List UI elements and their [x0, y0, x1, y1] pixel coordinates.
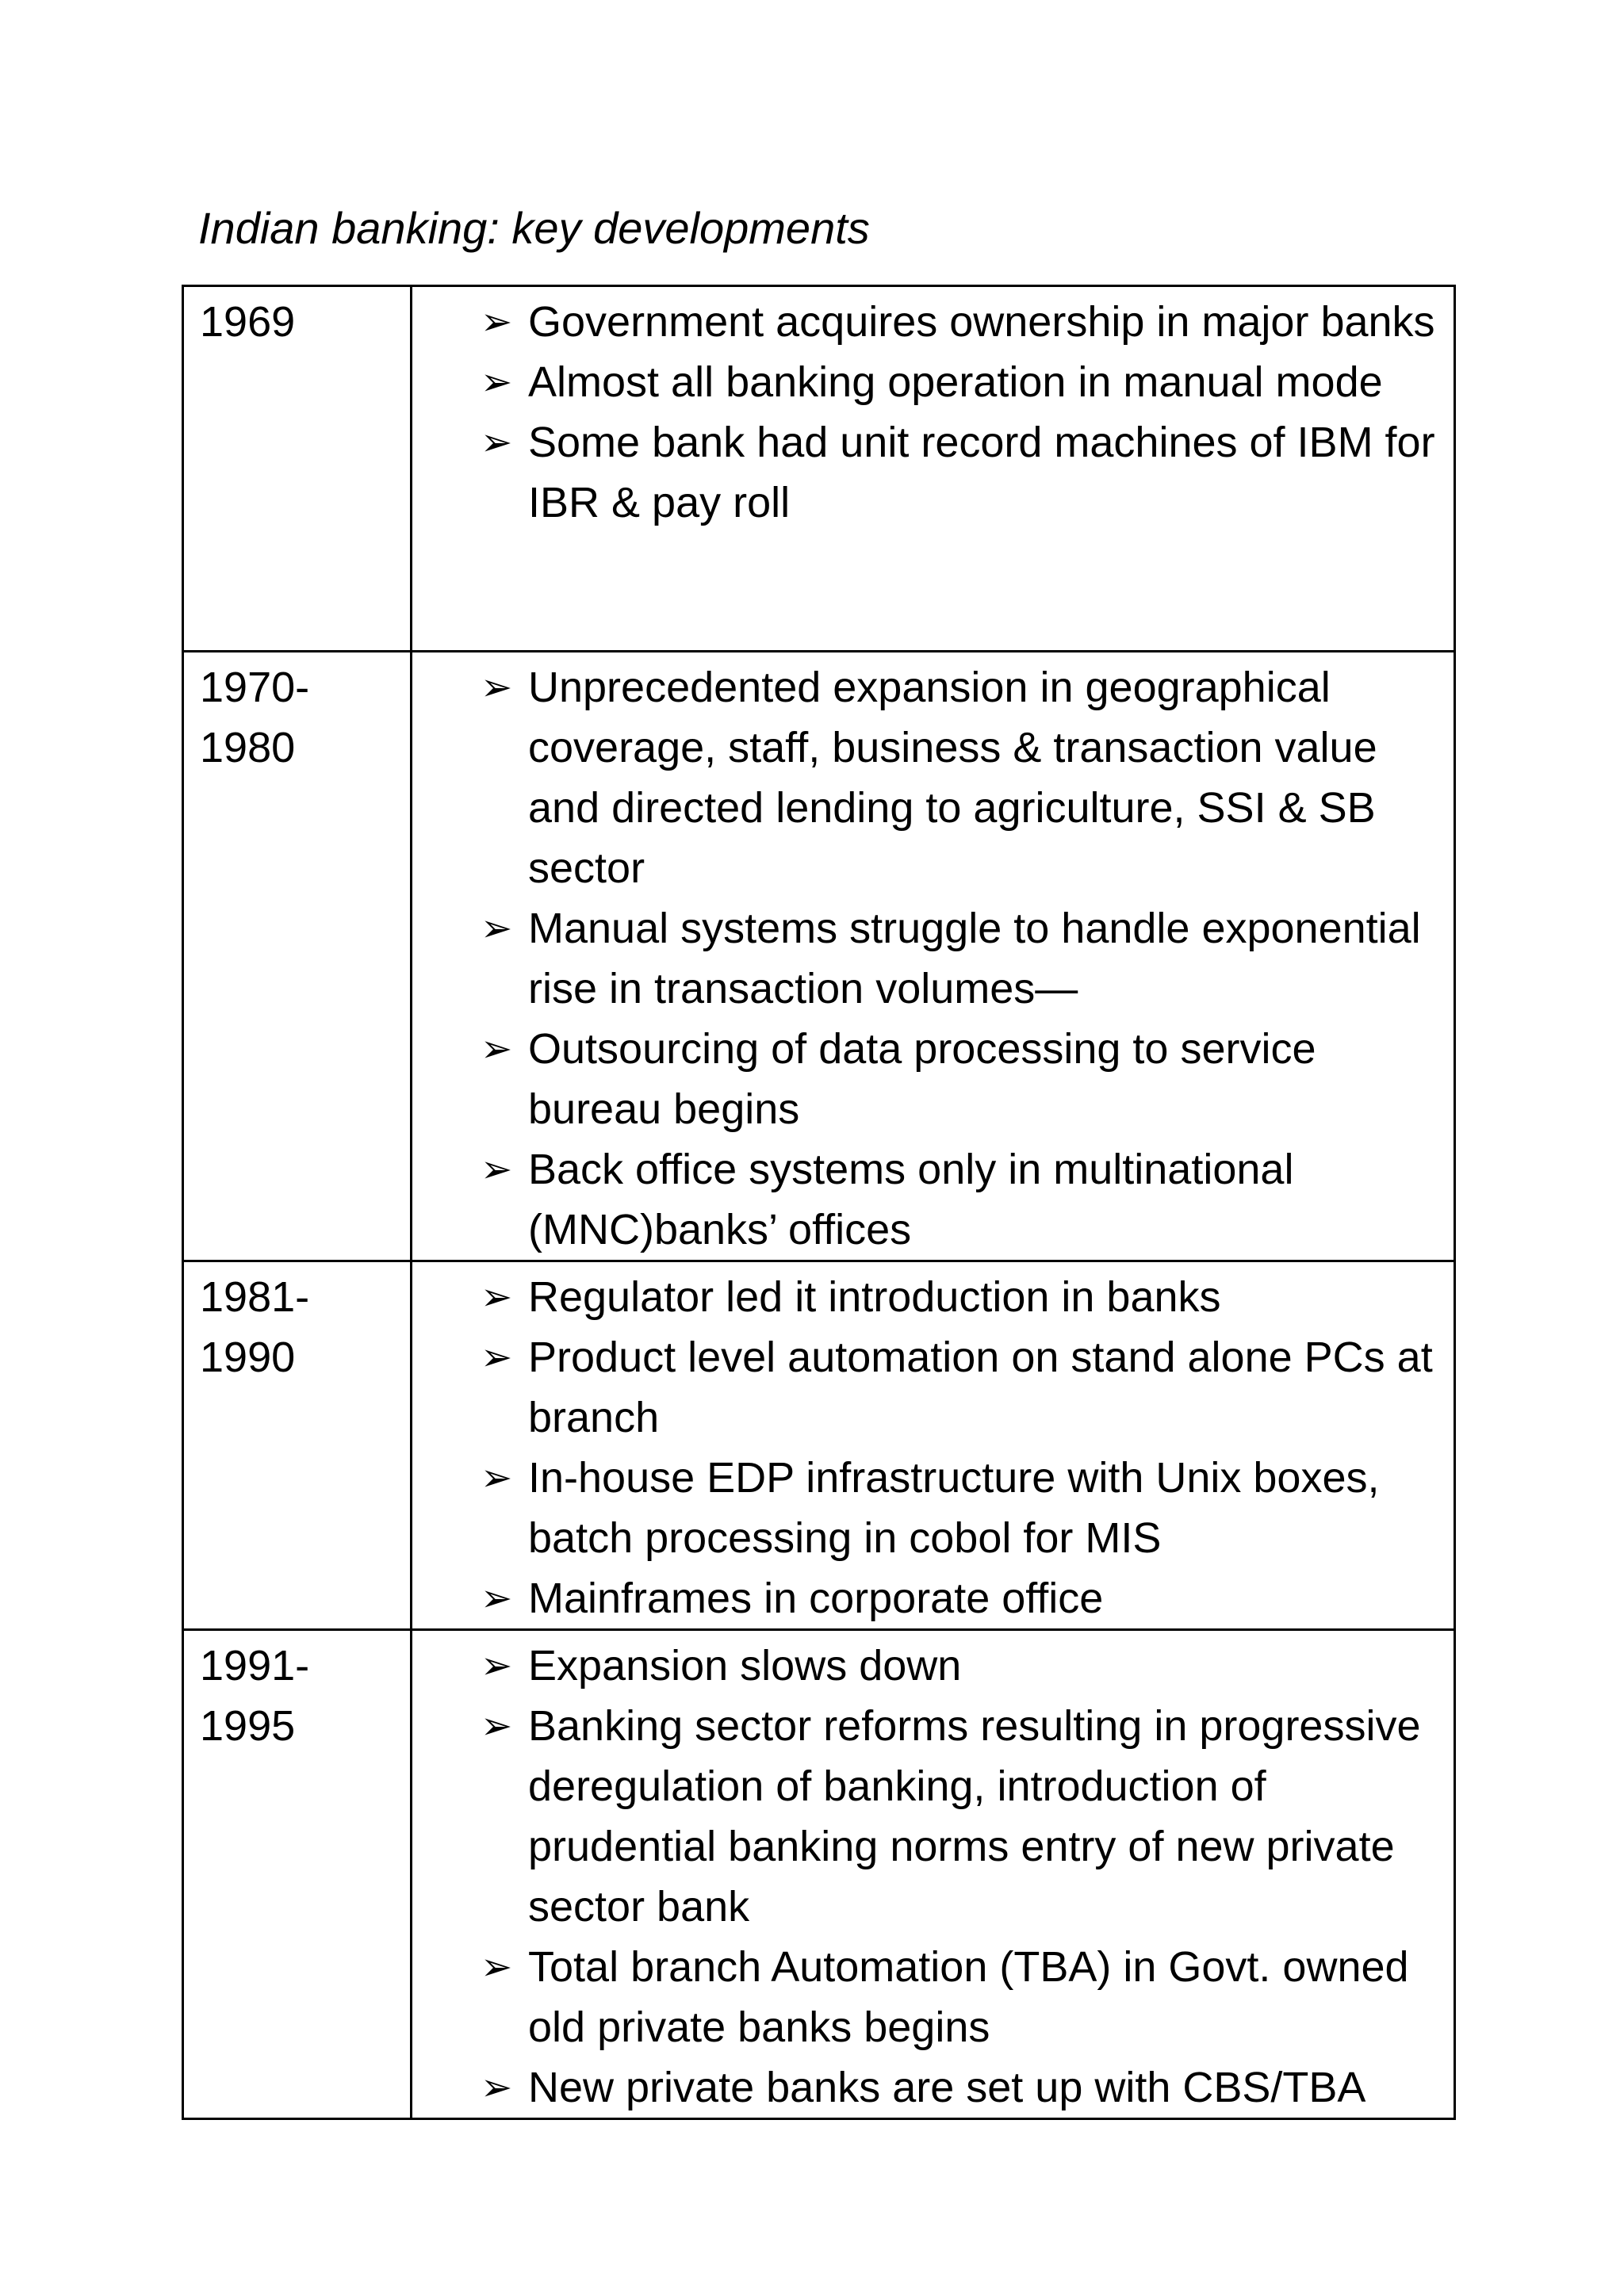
table-row	[183, 652, 1455, 1261]
event-text: Almost all banking operation in manual mode	[528, 358, 1383, 406]
period-label: 1981-1990	[200, 1273, 310, 1381]
period-cell	[183, 286, 412, 652]
arrow-bullet-icon: ➢	[481, 2065, 513, 2110]
event-list	[412, 1262, 1454, 1628]
arrow-bullet-icon: ➢	[481, 1704, 513, 1748]
arrow-bullet-icon: ➢	[481, 665, 513, 710]
events-cell	[412, 1261, 1455, 1630]
event-text: Government acquires ownership in major banks	[528, 298, 1435, 346]
arrow-bullet-icon: ➢	[481, 1147, 513, 1192]
event-text: Total branch Automation (TBA) in Govt. owned old private banks begins	[528, 1943, 1409, 2051]
period-label: 1970-1980	[200, 664, 310, 771]
list-item	[412, 352, 1444, 412]
arrow-bullet-icon: ➢	[481, 1945, 513, 1989]
arrow-bullet-icon: ➢	[481, 906, 513, 951]
list-item	[412, 1019, 1444, 1139]
event-list	[412, 652, 1454, 1260]
list-item	[412, 898, 1444, 1019]
list-item	[412, 1568, 1444, 1628]
list-item	[412, 412, 1444, 533]
table-row	[183, 1630, 1455, 2119]
list-item	[412, 657, 1444, 898]
event-list	[412, 1631, 1454, 2118]
list-item	[412, 2057, 1444, 2118]
list-item	[412, 1267, 1444, 1327]
arrow-bullet-icon: ➢	[481, 1335, 513, 1380]
event-list	[412, 287, 1454, 533]
list-item	[412, 1327, 1444, 1448]
event-text: Regulator led it introduction in banks	[528, 1273, 1221, 1321]
document-title: Indian banking: key developments	[198, 203, 870, 253]
list-item	[412, 1696, 1444, 1937]
events-cell	[412, 652, 1455, 1261]
events-cell	[412, 1630, 1455, 2119]
period-label: 1969	[200, 298, 296, 346]
event-text: Some bank had unit record machines of IBM for IBR & pay roll	[528, 419, 1435, 526]
arrow-bullet-icon: ➢	[481, 300, 513, 344]
list-item	[412, 292, 1444, 352]
developments-table	[182, 285, 1456, 2120]
list-item	[412, 1448, 1444, 1568]
arrow-bullet-icon: ➢	[481, 420, 513, 465]
arrow-bullet-icon: ➢	[481, 1644, 513, 1688]
event-text: Banking sector reforms resulting in progressive deregulation of banking, introduction of prudential banking norms entry of new private sector bank	[528, 1702, 1421, 1931]
event-text: Mainframes in corporate office	[528, 1575, 1104, 1622]
arrow-bullet-icon: ➢	[481, 1027, 513, 1071]
arrow-bullet-icon: ➢	[481, 1456, 513, 1500]
event-text: Product level automation on stand alone PCs at branch	[528, 1334, 1433, 1441]
event-text: Back office systems only in multinational (MNC)banks’ offices	[528, 1146, 1294, 1253]
list-item	[412, 1139, 1444, 1260]
period-cell	[183, 1261, 412, 1630]
arrow-bullet-icon: ➢	[481, 360, 513, 404]
table-row	[183, 1261, 1455, 1630]
event-text: Expansion slows down	[528, 1642, 962, 1689]
table-row	[183, 286, 1455, 652]
event-text: In-house EDP infrastructure with Unix boxes, batch processing in cobol for MIS	[528, 1454, 1380, 1562]
event-text: New private banks are set up with CBS/TBA	[528, 2064, 1366, 2111]
event-text: Manual systems struggle to handle exponential rise in transaction volumes—	[528, 905, 1421, 1012]
period-label: 1991-1995	[200, 1642, 310, 1750]
period-cell	[183, 1630, 412, 2119]
arrow-bullet-icon: ➢	[481, 1275, 513, 1319]
arrow-bullet-icon: ➢	[481, 1576, 513, 1621]
list-item	[412, 1636, 1444, 1696]
period-cell	[183, 652, 412, 1261]
event-text: Outsourcing of data processing to service bureau begins	[528, 1025, 1316, 1133]
list-item	[412, 1937, 1444, 2057]
events-cell	[412, 286, 1455, 652]
event-text: Unprecedented expansion in geographical coverage, staff, business & transaction value and directed lending to agriculture, SSI & SB sector	[528, 664, 1377, 892]
